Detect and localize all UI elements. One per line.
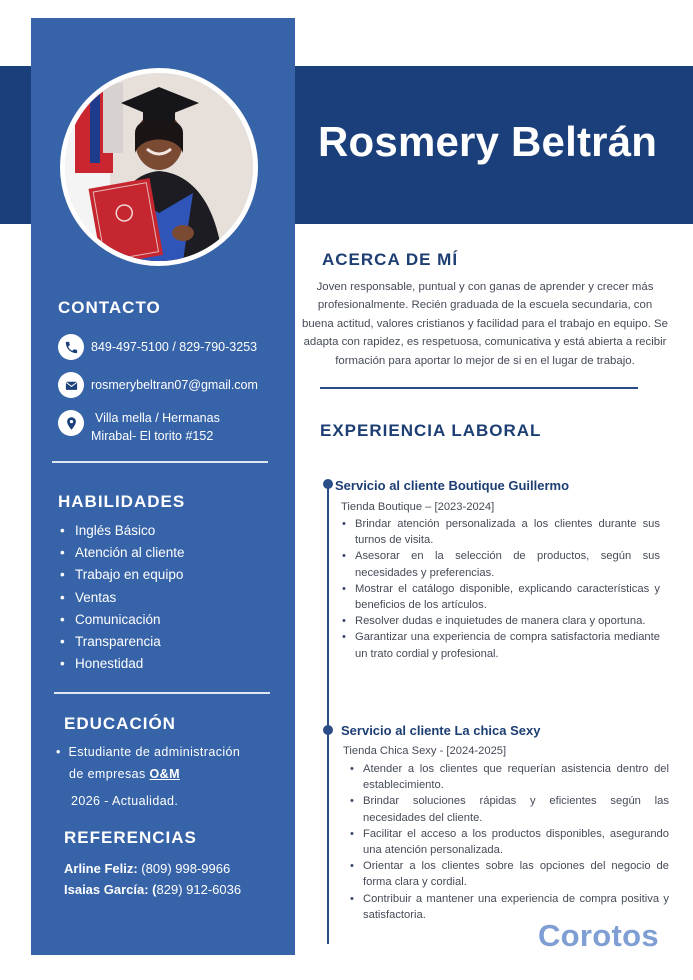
- job-duty: • Resolver dudas e inquietudes de manera clara y oportuna.: [340, 613, 660, 629]
- candidate-name: Rosmery Beltrán: [318, 118, 658, 165]
- profile-photo: [60, 68, 258, 266]
- education-line-2: [69, 767, 180, 781]
- skill-item: • Honestidad: [60, 653, 185, 675]
- education-program: Estudiante de administración: [68, 745, 241, 759]
- job-subtitle: Tienda Boutique – [2023-2024]: [341, 501, 495, 513]
- skill-item: • Atención al cliente: [60, 542, 185, 564]
- corotos-watermark: Corotos: [538, 918, 659, 953]
- skills-list: [60, 520, 185, 675]
- reference-item: [64, 861, 230, 876]
- timeline-dot: [323, 479, 333, 489]
- job-duty: • Asesorar en la selección de productos, según sus necesidades y preferencias.: [340, 548, 660, 580]
- address-line-2: Mirabal- El torito #152: [91, 429, 214, 443]
- skill-item: • Transparencia: [60, 631, 185, 653]
- education-program-suffix: de empresas: [69, 767, 150, 781]
- phone-icon: [58, 334, 84, 360]
- skills-divider: [54, 692, 270, 694]
- job-duty: • Contribuir a mantener una experiencia de compra positiva y satisfactoria.: [348, 891, 669, 923]
- job-duty: • Facilitar el acceso a los productos disponibles, asegurando una atención personalizada.: [348, 826, 669, 858]
- about-heading: ACERCA DE MÍ: [322, 250, 459, 269]
- job-duties-list: [348, 761, 669, 923]
- email-text: rosmerybeltran07@gmail.com: [91, 378, 258, 392]
- education-heading: EDUCACIÓN: [64, 714, 176, 733]
- skill-item: • Trabajo en equipo: [60, 564, 185, 586]
- education-line-1: • Estudiante de administración: [56, 745, 241, 759]
- job-duty: • Garantizar una experiencia de compra satisfactoria mediante un trato cordial y profesional.: [340, 629, 660, 661]
- reference-phone: 829) 912-6036: [156, 882, 242, 897]
- job-title: Servicio al cliente La chica Sexy: [341, 723, 541, 738]
- skill-item: • Ventas: [60, 587, 185, 609]
- skills-heading: HABILIDADES: [58, 492, 186, 511]
- education-school: O&M: [149, 767, 180, 781]
- contact-divider: [52, 461, 268, 463]
- education-period: 2026 - Actualidad.: [71, 794, 179, 808]
- about-text: Joven responsable, puntual y con ganas de aprender y crecer más profesionalmente. Recién graduada de la escuela secundaria, con buena actitud, valores cristianos y facilidad para el trabajo en equipo. Se adapta con rapidez, es respetuosa, comunicativa y está abierta a recibir formación para aportar lo mejor de si en el lugar de trabajo.: [302, 281, 668, 367]
- job-subtitle: Tienda Chica Sexy - [2024-2025]: [343, 745, 507, 757]
- reference-name: Arline Feliz:: [64, 861, 138, 876]
- skill-item: • Inglés Básico: [60, 520, 185, 542]
- address-line-1: Villa mella / Hermanas: [95, 411, 220, 425]
- job-duty: • Orientar a los clientes sobre las opciones del negocio de forma clara y cordial.: [348, 858, 669, 890]
- job-duty: • Mostrar el catálogo disponible, explicando características y beneficios de los artículos.: [340, 581, 660, 613]
- phone-text: 849-497-5100 / 829-790-3253: [91, 340, 258, 354]
- email-icon: [58, 372, 84, 398]
- job-duties-list: [340, 516, 660, 662]
- job-duty: • Atender a los clientes que requerían asistencia dentro del establecimiento.: [348, 761, 669, 793]
- reference-item: [64, 882, 241, 897]
- graduate-portrait-image: [65, 73, 253, 261]
- reference-phone: (809) 998-9966: [137, 861, 231, 876]
- about-divider: [320, 387, 638, 389]
- experience-heading: EXPERIENCIA LABORAL: [320, 421, 542, 440]
- location-pin-icon: [58, 410, 84, 436]
- job-title: Servicio al cliente Boutique Guillermo: [335, 478, 570, 493]
- timeline-dot: [323, 725, 333, 735]
- job-duty: • Brindar atención personalizada a los clientes durante sus turnos de visita.: [340, 516, 660, 548]
- skill-item: • Comunicación: [60, 609, 185, 631]
- experience-timeline: [327, 484, 329, 944]
- job-duty: • Brindar soluciones rápidas y eficientes según las necesidades del cliente.: [348, 793, 669, 825]
- contact-heading: CONTACTO: [58, 298, 161, 317]
- reference-name: Isaias García: (: [64, 882, 157, 897]
- references-heading: REFERENCIAS: [64, 828, 197, 847]
